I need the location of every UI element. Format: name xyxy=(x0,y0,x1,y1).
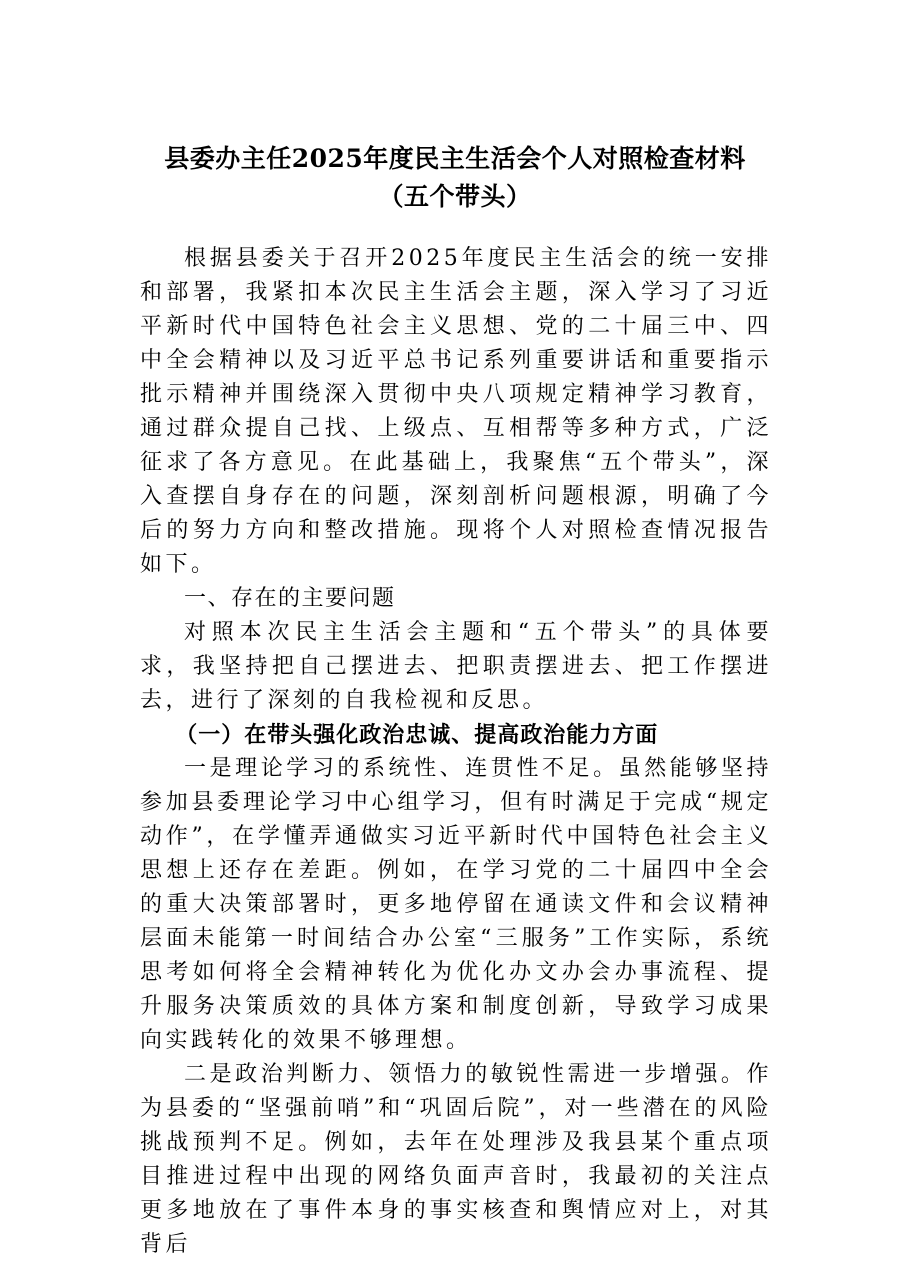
subsection-heading: （一）在带头强化政治忠诚、提高政治能力方面 xyxy=(175,722,659,748)
document-body xyxy=(140,242,772,1262)
section-heading: 一、存在的主要问题 xyxy=(184,586,396,611)
body-paragraph: 二是政治判断力、领悟力的敏锐性需进一步增强。作为县委的“坚强前哨”和“巩固后院”，对一些潜在的风险挑战预判不足。例如，去年在处理涉及我县某个重点项目推进过程中出现的网络负面声音时，我最初的关注点更多地放在了事件本身的事实核查和舆情应对上，对其背后 xyxy=(140,1062,772,1257)
intro-paragraph: 根据县委关于召开2025年度民主生活会的统一安排和部署，我紧扣本次民主生活会主题，深入学习了习近平新时代中国特色社会主义思想、党的二十届三中、四中全会精神以及习近平总书记系列重要讲话和重要指示批示精神并围绕深入贯彻中央八项规定精神学习教育，通过群众提自己找、上级点、互相帮等多种方式，广泛征求了各方意见。在此基础上，我聚焦“五个带头”，深入查摆自身存在的问题，深刻剖析问题根源，明确了今后的努力方向和整改措施。现将个人对照检查情况报告如下。 xyxy=(140,246,772,577)
section-intro-paragraph: 对照本次民主生活会主题和“五个带头”的具体要求，我坚持把自己摆进去、把职责摆进去、把工作摆进去，进行了深刻的自我检视和反思。 xyxy=(140,620,772,713)
body-paragraph: 一是理论学习的系统性、连贯性不足。虽然能够坚持参加县委理论学习中心组学习，但有时满足于完成“规定动作”，在学懂弄通做实习近平新时代中国特色社会主义思想上还存在差距。例如，在学习党的二十届四中全会的重大决策部署时，更多地停留在通读文件和会议精神层面未能第一时间结合办公室“三服务”工作实际，系统思考如何将全会精神转化为优化办文办会办事流程、提升服务决策质效的具体方案和制度创新，导致学习成果向实践转化的效果不够理想。 xyxy=(140,756,772,1053)
document-title: 县委办主任2025年度民主生活会个人对照检查材料（五个带头） xyxy=(164,144,746,211)
